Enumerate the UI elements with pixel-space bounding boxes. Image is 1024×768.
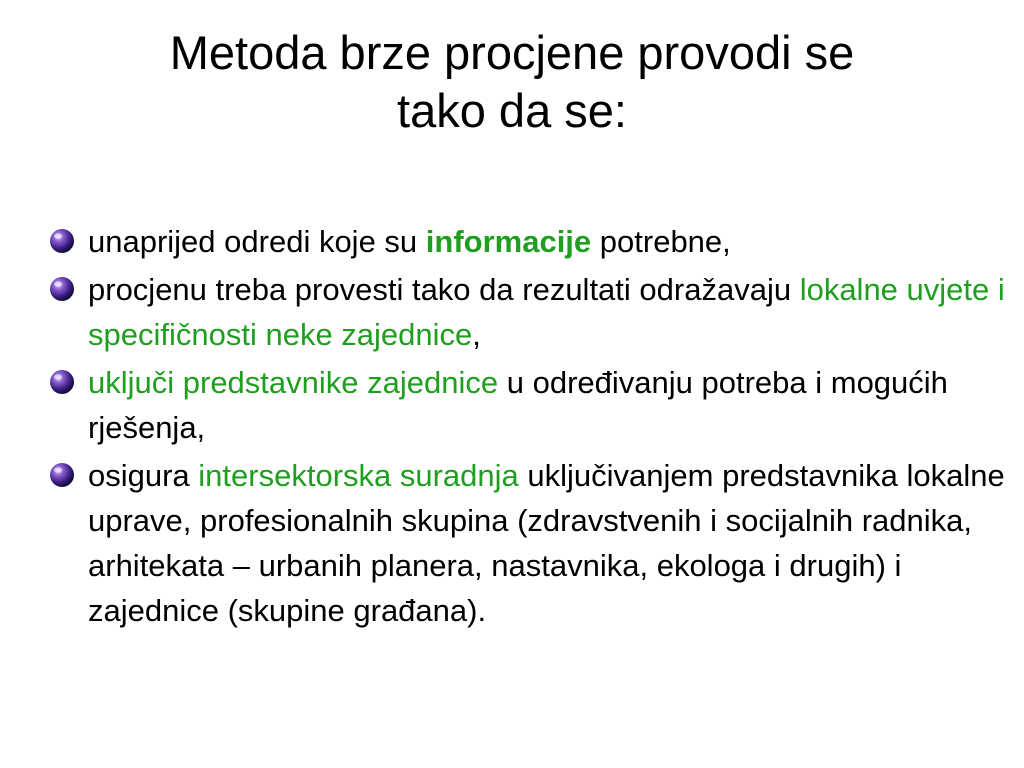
bullet-highlight: informacije <box>425 224 592 259</box>
bullet-text: potrebne, <box>591 224 731 259</box>
title-line-1: Metoda brze procjene provodi se <box>169 26 855 79</box>
bullet-highlight: lokalne uvjete i specifičnosti neke zajednice <box>88 272 1005 352</box>
purple-sphere-icon <box>48 275 76 303</box>
bullet-text: unaprijed odredi koje su <box>88 224 426 259</box>
bullet-text: procjenu treba provesti tako da rezultati odražavaju <box>88 272 800 307</box>
purple-sphere-icon <box>48 461 76 489</box>
slide-title <box>60 24 964 140</box>
bullet-highlight: uključi predstavnike zajednice <box>88 365 499 400</box>
bullet-item-1 <box>48 219 1008 264</box>
title-line-2: tako da se: <box>397 84 627 137</box>
purple-sphere-icon <box>48 368 76 396</box>
purple-sphere-icon <box>48 227 76 255</box>
bullet-text: , <box>472 317 481 352</box>
bullet-highlight: intersektorska suradnja <box>198 458 519 493</box>
bullet-item-3 <box>48 360 1008 450</box>
bullet-item-4 <box>48 453 1008 633</box>
bullet-item-2 <box>48 267 1008 357</box>
bullet-text: uključivanjem predstavnika lokalne uprave, profesionalnih skupina (zdravstvenih i socijalnih radnika, arhitekata – urbanih planera, nastavnika, ekologa i drugih) i zajednice (skupine građana). <box>88 458 1005 628</box>
bullet-text: osigura <box>88 458 199 493</box>
bullet-list <box>48 219 1008 636</box>
bullet-text: u određivanju potreba i mogućih rješenja, <box>88 365 948 445</box>
